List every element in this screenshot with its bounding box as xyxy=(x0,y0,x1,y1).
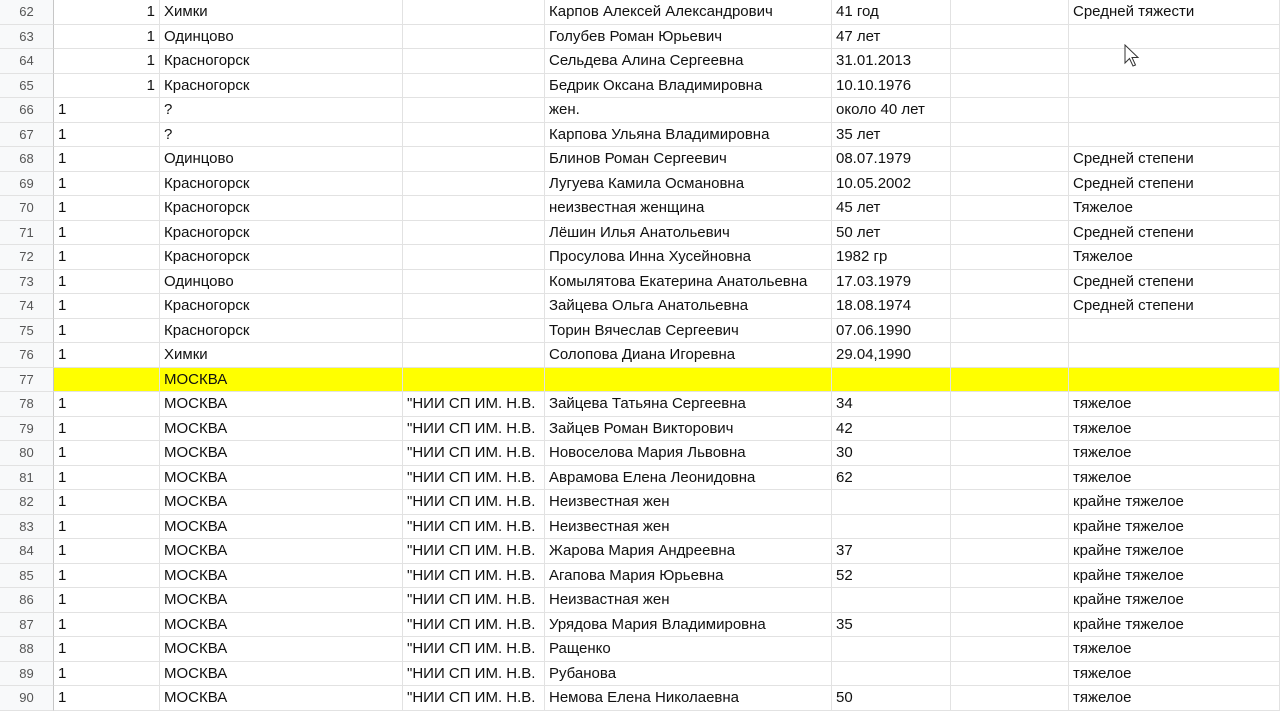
cell-empty[interactable] xyxy=(951,294,1069,319)
cell-age[interactable] xyxy=(832,637,951,662)
row-number: 75 xyxy=(0,319,54,344)
row-number: 83 xyxy=(0,515,54,540)
row-number: 87 xyxy=(0,613,54,638)
cell-age[interactable]: 42 xyxy=(832,417,951,442)
cell-condition[interactable]: Средней степени xyxy=(1069,270,1280,295)
row-number: 72 xyxy=(0,245,54,270)
cell-hospital[interactable] xyxy=(403,196,545,221)
mouse-pointer-icon xyxy=(1124,44,1140,68)
cell-hospital[interactable]: "НИИ СП ИМ. Н.В. xyxy=(403,637,545,662)
cell-count[interactable]: 1 xyxy=(54,147,160,172)
cell-empty[interactable] xyxy=(951,25,1069,50)
cell-patient-name[interactable]: Голубев Роман Юрьевич xyxy=(545,25,832,50)
cell-city[interactable]: Красногорск xyxy=(160,221,403,246)
cell-city[interactable]: Одинцово xyxy=(160,147,403,172)
cell-hospital[interactable]: "НИИ СП ИМ. Н.В. xyxy=(403,686,545,711)
cell-empty[interactable] xyxy=(951,221,1069,246)
row-number: 88 xyxy=(0,637,54,662)
cell-age[interactable]: 50 лет xyxy=(832,221,951,246)
cell-count[interactable]: 1 xyxy=(54,25,160,50)
cell-age[interactable]: 1982 гр xyxy=(832,245,951,270)
cell-patient-name[interactable] xyxy=(545,368,832,393)
cell-condition[interactable]: Средней степени xyxy=(1069,294,1280,319)
cell-age[interactable] xyxy=(832,490,951,515)
cell-patient-name[interactable]: Неизвастная жен xyxy=(545,588,832,613)
cell-condition[interactable]: крайне тяжелое xyxy=(1069,515,1280,540)
cell-age[interactable]: 35 xyxy=(832,613,951,638)
cell-condition[interactable] xyxy=(1069,319,1280,344)
cell-hospital[interactable] xyxy=(403,294,545,319)
cell-patient-name[interactable]: Зайцев Роман Викторович xyxy=(545,417,832,442)
row-number: 74 xyxy=(0,294,54,319)
cell-city[interactable]: Красногорск xyxy=(160,49,403,74)
cell-count[interactable]: 1 xyxy=(54,564,160,589)
cell-condition[interactable] xyxy=(1069,25,1280,50)
cell-patient-name[interactable]: Зайцева Ольга Анатольевна xyxy=(545,294,832,319)
cell-city[interactable]: Красногорск xyxy=(160,74,403,99)
cell-count[interactable]: 1 xyxy=(54,588,160,613)
cell-age[interactable]: 10.10.1976 xyxy=(832,74,951,99)
row-number: 71 xyxy=(0,221,54,246)
cell-empty[interactable] xyxy=(951,270,1069,295)
cell-patient-name[interactable]: Комылятова Екатерина Анатольевна xyxy=(545,270,832,295)
row-number: 77 xyxy=(0,368,54,393)
cell-age[interactable] xyxy=(832,588,951,613)
cell-count[interactable]: 1 xyxy=(54,392,160,417)
cell-patient-name[interactable]: Блинов Роман Сергеевич xyxy=(545,147,832,172)
row-number: 76 xyxy=(0,343,54,368)
cell-age[interactable]: 07.06.1990 xyxy=(832,319,951,344)
row-number: 86 xyxy=(0,588,54,613)
cell-hospital[interactable]: "НИИ СП ИМ. Н.В. xyxy=(403,539,545,564)
cell-patient-name[interactable]: Сельдева Алина Сергеевна xyxy=(545,49,832,74)
cell-count[interactable]: 1 xyxy=(54,539,160,564)
cell-patient-name[interactable]: жен. xyxy=(545,98,832,123)
cell-patient-name[interactable]: Зайцева Татьяна Сергеевна xyxy=(545,392,832,417)
cell-city[interactable]: МОСКВА xyxy=(160,564,403,589)
cell-age[interactable]: 18.08.1974 xyxy=(832,294,951,319)
cell-patient-name[interactable]: Ращенко xyxy=(545,637,832,662)
cell-empty[interactable] xyxy=(951,123,1069,148)
cell-patient-name[interactable]: Неизвестная жен xyxy=(545,490,832,515)
cell-condition[interactable] xyxy=(1069,343,1280,368)
cell-patient-name[interactable]: Бедрик Оксана Владимировна xyxy=(545,74,832,99)
cell-city[interactable]: ? xyxy=(160,123,403,148)
row-number: 67 xyxy=(0,123,54,148)
cell-age[interactable]: 37 xyxy=(832,539,951,564)
cell-count[interactable]: 1 xyxy=(54,466,160,491)
cell-age[interactable] xyxy=(832,515,951,540)
cell-patient-name[interactable]: Немова Елена Николаевна xyxy=(545,686,832,711)
cell-city[interactable]: МОСКВА xyxy=(160,441,403,466)
cell-hospital[interactable] xyxy=(403,172,545,197)
cell-count[interactable]: 1 xyxy=(54,245,160,270)
cell-count[interactable]: 1 xyxy=(54,74,160,99)
cell-city[interactable]: МОСКВА xyxy=(160,466,403,491)
cell-age[interactable]: 31.01.2013 xyxy=(832,49,951,74)
cell-count[interactable]: 1 xyxy=(54,515,160,540)
cell-city[interactable]: Красногорск xyxy=(160,319,403,344)
cell-condition[interactable]: крайне тяжелое xyxy=(1069,588,1280,613)
cell-age[interactable]: 62 xyxy=(832,466,951,491)
cell-patient-name[interactable]: Карпова Ульяна Владимировна xyxy=(545,123,832,148)
row-number: 73 xyxy=(0,270,54,295)
cell-patient-name[interactable]: Солопова Диана Игоревна xyxy=(545,343,832,368)
cell-condition[interactable]: крайне тяжелое xyxy=(1069,539,1280,564)
cell-condition[interactable] xyxy=(1069,74,1280,99)
cell-empty[interactable] xyxy=(951,319,1069,344)
cell-empty[interactable] xyxy=(951,98,1069,123)
cell-hospital[interactable]: "НИИ СП ИМ. Н.В. xyxy=(403,515,545,540)
cell-hospital[interactable]: "НИИ СП ИМ. Н.В. xyxy=(403,588,545,613)
cell-empty[interactable] xyxy=(951,588,1069,613)
cell-city[interactable]: Красногорск xyxy=(160,245,403,270)
cell-age[interactable]: 35 лет xyxy=(832,123,951,148)
cell-hospital[interactable]: "НИИ СП ИМ. Н.В. xyxy=(403,441,545,466)
cell-hospital[interactable] xyxy=(403,74,545,99)
cell-empty[interactable] xyxy=(951,172,1069,197)
cell-empty[interactable] xyxy=(951,515,1069,540)
cell-condition[interactable]: Средней степени xyxy=(1069,147,1280,172)
cell-patient-name[interactable]: Лугуева Камила Османовна xyxy=(545,172,832,197)
cell-count[interactable]: 1 xyxy=(54,490,160,515)
cell-age[interactable]: 34 xyxy=(832,392,951,417)
cell-condition[interactable]: Средней степени xyxy=(1069,221,1280,246)
cell-empty[interactable] xyxy=(951,539,1069,564)
row-number: 85 xyxy=(0,564,54,589)
cell-hospital[interactable]: "НИИ СП ИМ. Н.В. xyxy=(403,392,545,417)
row-number: 81 xyxy=(0,466,54,491)
cell-city[interactable]: Химки xyxy=(160,343,403,368)
cell-patient-name[interactable]: Новоселова Мария Львовна xyxy=(545,441,832,466)
cell-count[interactable]: 1 xyxy=(54,343,160,368)
cell-empty[interactable] xyxy=(951,490,1069,515)
cell-hospital[interactable] xyxy=(403,0,545,25)
cell-count[interactable]: 1 xyxy=(54,196,160,221)
cell-hospital[interactable] xyxy=(403,343,545,368)
cell-condition[interactable] xyxy=(1069,123,1280,148)
cell-condition[interactable]: тяжелое xyxy=(1069,417,1280,442)
cell-count[interactable]: 1 xyxy=(54,294,160,319)
cell-age[interactable]: 30 xyxy=(832,441,951,466)
cell-condition[interactable]: Тяжелое xyxy=(1069,245,1280,270)
cell-hospital[interactable]: "НИИ СП ИМ. Н.В. xyxy=(403,662,545,687)
cell-hospital[interactable] xyxy=(403,221,545,246)
cell-hospital[interactable] xyxy=(403,25,545,50)
cell-patient-name[interactable]: Лёшин Илья Анатольевич xyxy=(545,221,832,246)
cell-empty[interactable] xyxy=(951,196,1069,221)
cell-age[interactable]: 10.05.2002 xyxy=(832,172,951,197)
row-number: 82 xyxy=(0,490,54,515)
cell-age[interactable]: 50 xyxy=(832,686,951,711)
cell-hospital[interactable] xyxy=(403,49,545,74)
cell-count[interactable]: 1 xyxy=(54,172,160,197)
cell-hospital[interactable] xyxy=(403,270,545,295)
cell-city[interactable]: МОСКВА xyxy=(160,613,403,638)
cell-city[interactable]: МОСКВА xyxy=(160,490,403,515)
cell-empty[interactable] xyxy=(951,368,1069,393)
cell-city[interactable]: МОСКВА xyxy=(160,686,403,711)
cell-city[interactable]: МОСКВА xyxy=(160,662,403,687)
cell-city[interactable]: ? xyxy=(160,98,403,123)
cell-patient-name[interactable]: Торин Вячеслав Сергеевич xyxy=(545,319,832,344)
cell-city[interactable]: МОСКВА xyxy=(160,515,403,540)
cell-condition[interactable] xyxy=(1069,98,1280,123)
cell-age[interactable]: 29.04,1990 xyxy=(832,343,951,368)
cell-patient-name[interactable]: Просулова Инна Хусейновна xyxy=(545,245,832,270)
row-number: 84 xyxy=(0,539,54,564)
cell-count[interactable]: 1 xyxy=(54,637,160,662)
cell-condition[interactable] xyxy=(1069,368,1280,393)
cell-condition[interactable]: Средней тяжести xyxy=(1069,0,1280,25)
cell-condition[interactable]: тяжелое xyxy=(1069,686,1280,711)
cell-empty[interactable] xyxy=(951,466,1069,491)
row-number: 69 xyxy=(0,172,54,197)
cell-age[interactable]: 41 год xyxy=(832,0,951,25)
cell-hospital[interactable]: "НИИ СП ИМ. Н.В. xyxy=(403,564,545,589)
row-number: 68 xyxy=(0,147,54,172)
cell-condition[interactable]: тяжелое xyxy=(1069,392,1280,417)
cell-hospital[interactable]: "НИИ СП ИМ. Н.В. xyxy=(403,466,545,491)
row-number: 64 xyxy=(0,49,54,74)
cell-city[interactable]: МОСКВА xyxy=(160,392,403,417)
cell-empty[interactable] xyxy=(951,245,1069,270)
cell-empty[interactable] xyxy=(951,564,1069,589)
cell-count[interactable]: 1 xyxy=(54,0,160,25)
cell-patient-name[interactable]: Жарова Мария Андреевна xyxy=(545,539,832,564)
cell-condition[interactable]: тяжелое xyxy=(1069,466,1280,491)
cell-count[interactable]: 1 xyxy=(54,123,160,148)
cell-hospital[interactable] xyxy=(403,147,545,172)
cell-empty[interactable] xyxy=(951,686,1069,711)
cell-condition[interactable]: тяжелое xyxy=(1069,441,1280,466)
cell-count[interactable]: 1 xyxy=(54,686,160,711)
cell-city[interactable]: Красногорск xyxy=(160,294,403,319)
cell-age[interactable]: 47 лет xyxy=(832,25,951,50)
cell-condition[interactable]: Средней степени xyxy=(1069,172,1280,197)
row-number: 63 xyxy=(0,25,54,50)
cell-condition[interactable]: тяжелое xyxy=(1069,662,1280,687)
cell-empty[interactable] xyxy=(951,613,1069,638)
cell-patient-name[interactable]: Урядова Мария Владимировна xyxy=(545,613,832,638)
row-number: 66 xyxy=(0,98,54,123)
cell-condition[interactable]: крайне тяжелое xyxy=(1069,490,1280,515)
row-number: 80 xyxy=(0,441,54,466)
cell-patient-name[interactable]: Карпов Алексей Александрович xyxy=(545,0,832,25)
cell-condition[interactable] xyxy=(1069,49,1280,74)
cell-city[interactable]: МОСКВА xyxy=(160,417,403,442)
cell-count[interactable] xyxy=(54,368,160,393)
cell-city[interactable]: МОСКВА xyxy=(160,368,403,393)
cell-hospital[interactable]: "НИИ СП ИМ. Н.В. xyxy=(403,417,545,442)
row-number: 62 xyxy=(0,0,54,25)
cell-empty[interactable] xyxy=(951,662,1069,687)
cell-city[interactable]: Одинцово xyxy=(160,270,403,295)
cell-count[interactable]: 1 xyxy=(54,662,160,687)
row-number: 78 xyxy=(0,392,54,417)
cell-count[interactable]: 1 xyxy=(54,441,160,466)
row-number: 79 xyxy=(0,417,54,442)
cell-patient-name[interactable]: Аврамова Елена Леонидовна xyxy=(545,466,832,491)
cell-age[interactable]: около 40 лет xyxy=(832,98,951,123)
cell-count[interactable]: 1 xyxy=(54,270,160,295)
row-number: 90 xyxy=(0,686,54,711)
cell-condition[interactable]: крайне тяжелое xyxy=(1069,613,1280,638)
cell-hospital[interactable] xyxy=(403,123,545,148)
cell-condition[interactable]: тяжелое xyxy=(1069,637,1280,662)
row-number: 65 xyxy=(0,74,54,99)
cell-patient-name[interactable]: Неизвестная жен xyxy=(545,515,832,540)
cell-count[interactable]: 1 xyxy=(54,49,160,74)
cell-empty[interactable] xyxy=(951,392,1069,417)
row-number: 70 xyxy=(0,196,54,221)
cell-patient-name[interactable]: Агапова Мария Юрьевна xyxy=(545,564,832,589)
cell-empty[interactable] xyxy=(951,637,1069,662)
cell-hospital[interactable] xyxy=(403,368,545,393)
cell-hospital[interactable] xyxy=(403,98,545,123)
cell-empty[interactable] xyxy=(951,49,1069,74)
cell-age[interactable]: 17.03.1979 xyxy=(832,270,951,295)
cell-age[interactable] xyxy=(832,662,951,687)
cell-empty[interactable] xyxy=(951,417,1069,442)
cell-city[interactable]: Одинцово xyxy=(160,25,403,50)
cell-empty[interactable] xyxy=(951,147,1069,172)
cell-empty[interactable] xyxy=(951,441,1069,466)
cell-age[interactable]: 08.07.1979 xyxy=(832,147,951,172)
cell-empty[interactable] xyxy=(951,74,1069,99)
cell-patient-name[interactable]: Рубанова xyxy=(545,662,832,687)
cell-age[interactable]: 45 лет xyxy=(832,196,951,221)
row-number: 89 xyxy=(0,662,54,687)
cell-city[interactable]: Химки xyxy=(160,0,403,25)
cell-count[interactable]: 1 xyxy=(54,221,160,246)
cell-city[interactable]: МОСКВА xyxy=(160,588,403,613)
cell-count[interactable]: 1 xyxy=(54,319,160,344)
cell-empty[interactable] xyxy=(951,343,1069,368)
cell-hospital[interactable] xyxy=(403,245,545,270)
cell-city[interactable]: Красногорск xyxy=(160,172,403,197)
cell-count[interactable]: 1 xyxy=(54,417,160,442)
cell-condition[interactable]: крайне тяжелое xyxy=(1069,564,1280,589)
cell-age[interactable]: 52 xyxy=(832,564,951,589)
cell-city[interactable]: МОСКВА xyxy=(160,637,403,662)
cell-condition[interactable]: Тяжелое xyxy=(1069,196,1280,221)
cell-hospital[interactable] xyxy=(403,319,545,344)
cell-count[interactable]: 1 xyxy=(54,613,160,638)
cell-hospital[interactable]: "НИИ СП ИМ. Н.В. xyxy=(403,613,545,638)
cell-hospital[interactable]: "НИИ СП ИМ. Н.В. xyxy=(403,490,545,515)
cell-patient-name[interactable]: неизвестная женщина xyxy=(545,196,832,221)
cell-empty[interactable] xyxy=(951,0,1069,25)
cell-age[interactable] xyxy=(832,368,951,393)
cell-count[interactable]: 1 xyxy=(54,98,160,123)
cell-city[interactable]: МОСКВА xyxy=(160,539,403,564)
cell-city[interactable]: Красногорск xyxy=(160,196,403,221)
